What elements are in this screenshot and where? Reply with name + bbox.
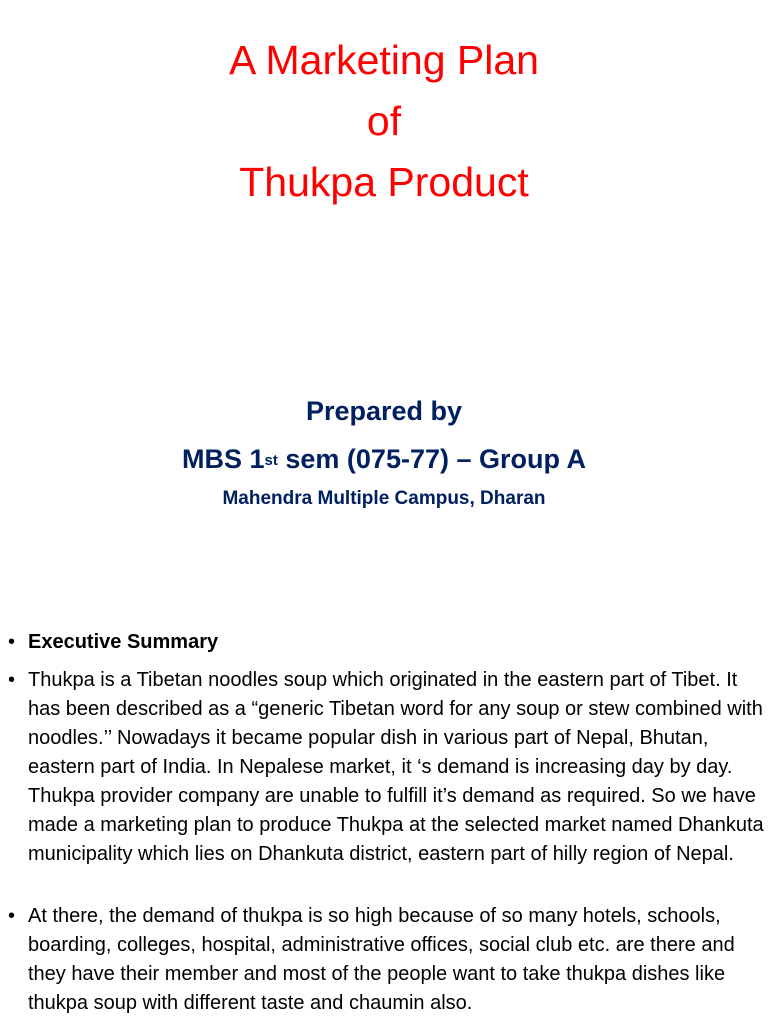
title-line-2: of xyxy=(366,98,402,144)
title-line-1: A Marketing Plan xyxy=(229,37,539,83)
executive-summary-heading: Executive Summary xyxy=(28,631,219,653)
prepared-by-label: Prepared by xyxy=(305,396,463,426)
bullet-dot: • xyxy=(8,905,16,927)
group-line xyxy=(0,442,768,476)
paragraph-1: Thukpa is a Tibetan noodles soup which originated in the eastern part of Tibet. It has been described as a “generic Tibetan word for any soup or stew combined with noodles.’’ Nowadays it became popular dish in various part of Nepal, Bhutan, eastern part of India. In Nepalese market, it ‘s demand is increasing day by day. Thukpa provider company are unable to fulfill it’s demand as required. So we have made a marketing plan to produce Thukpa at the selected market named Dhankuta municipality which lies on Dhankuta district, eastern part of hilly region of Nepal. xyxy=(28,669,764,865)
bullet-dot: • xyxy=(8,631,16,653)
content-slide xyxy=(0,600,768,1024)
title-line-3: Thukpa Product xyxy=(239,159,529,205)
group-superscript: st xyxy=(264,452,278,469)
group-suffix: sem (075-77) – Group A xyxy=(277,444,586,474)
paragraph-2: At there, the demand of thukpa is so high because of so many hotels, schools, boarding, colleges, hospital, administrative offices, social club etc. are there and they have their member and most of the people want to take thukpa dishes like thukpa soup with different taste and chaumin also. xyxy=(28,905,735,1014)
campus-line: Mahendra Multiple Campus, Dharan xyxy=(222,488,546,509)
bullet-dot: • xyxy=(8,669,16,691)
group-prefix: MBS 1 xyxy=(182,444,265,474)
